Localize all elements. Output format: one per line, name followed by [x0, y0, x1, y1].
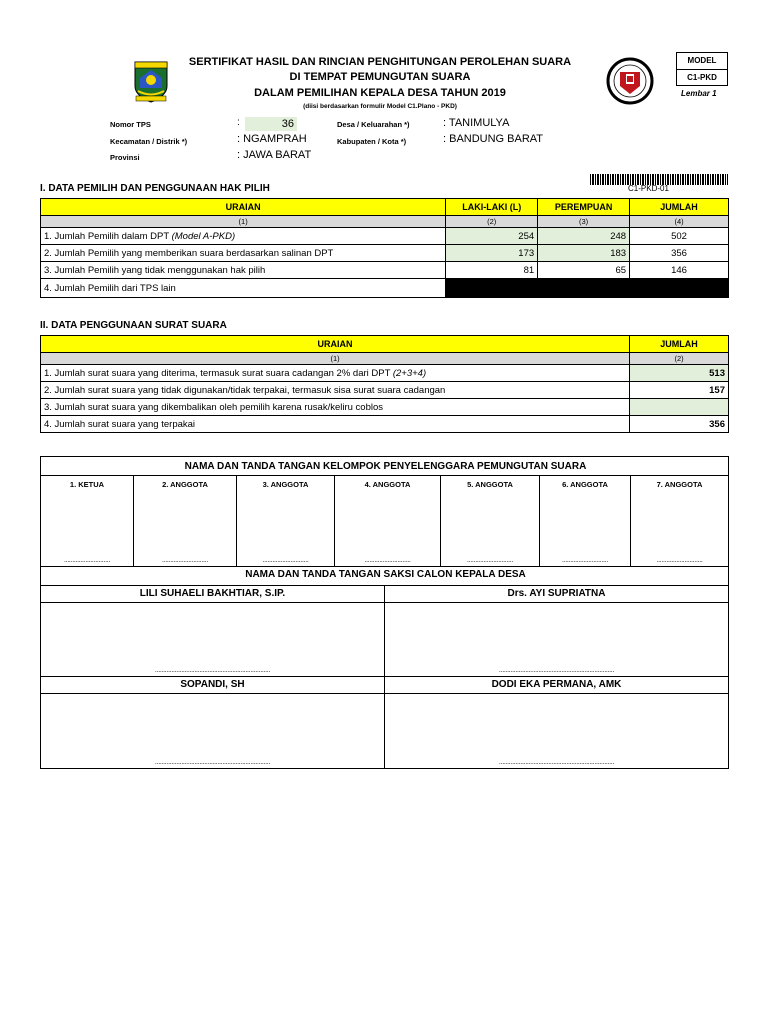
kpps-box-anggota-2: [133, 475, 237, 567]
s1-header-perempuan: PEREMPUAN: [538, 199, 630, 216]
table-row: [41, 245, 729, 262]
saksi-name-3: SOPANDI, SH: [40, 676, 385, 694]
s1-subheader: (3): [538, 216, 630, 228]
section2-title: II. DATA PENGGUNAAN SURAT SUARA: [40, 320, 227, 331]
s1-header-laki: LAKI-LAKI (L): [446, 199, 538, 216]
nomor-tps-label: Nomor TPS: [110, 120, 151, 129]
signature-line: ............................: [161, 557, 209, 564]
s1-row-laki: 254: [446, 228, 538, 245]
signature-line: ......................................................................: [498, 759, 615, 766]
table-row: [41, 416, 729, 433]
provinsi-label: Provinsi: [110, 153, 140, 162]
s1-row-jumlah: 146: [630, 262, 729, 279]
s2-subheader: (1): [41, 353, 630, 365]
s2-row-value: 157: [630, 382, 729, 399]
saksi-name-4: DODI EKA PERMANA, AMK: [384, 676, 729, 694]
regency-emblem-logo: [130, 56, 172, 104]
table-row: [41, 365, 729, 382]
nomor-tps-value: 36: [245, 117, 297, 131]
s1-row-blackout: [446, 279, 729, 298]
kecamatan-label: Kecamatan / Distrik *): [110, 137, 188, 146]
signature-line: ......................................................................: [154, 759, 271, 766]
saksi-signature-title: NAMA DAN TANDA TANGAN SAKSI CALON KEPALA DESA: [245, 569, 526, 580]
kpps-role-label: 3. ANGGOTA: [262, 480, 309, 489]
saksi-sign-box-4: [384, 693, 729, 769]
section1-title: I. DATA PEMILIH DAN PENGGUNAAN HAK PILIH: [40, 183, 270, 194]
saksi-name-2: Drs. AYI SUPRIATNA: [384, 585, 729, 603]
kpps-box-anggota-5: [440, 475, 540, 567]
s2-subheader: (2): [630, 353, 729, 365]
kpps-role-label: 6. ANGGOTA: [562, 480, 608, 489]
s1-row-jumlah: 356: [630, 245, 729, 262]
kpps-box-anggota-4: [334, 475, 441, 567]
kpps-box-anggota-6: [539, 475, 631, 567]
table-row: [41, 228, 729, 245]
s2-header-uraian: URAIAN: [41, 336, 630, 353]
kpps-role-label: 5. ANGGOTA: [467, 480, 513, 489]
s1-subheader: (1): [41, 216, 446, 228]
kpps-role-label: 1. KETUA: [69, 480, 105, 489]
barcode-label: C1-PKD-01: [628, 184, 669, 193]
section2-table: [40, 335, 729, 433]
signature-line: ............................: [364, 557, 411, 564]
signature-line: ............................: [262, 557, 309, 564]
nomor-tps-colon: :: [237, 117, 240, 128]
section1-table: [40, 198, 729, 298]
s1-row-label: 4. Jumlah Pemilih dari TPS lain: [41, 279, 446, 298]
s1-row-perempuan: 248: [538, 228, 630, 245]
kabupaten-label: Kabupaten / Kota *): [337, 137, 407, 146]
model-box: [676, 52, 728, 86]
header-title-line1: SERTIFIKAT HASIL DAN RINCIAN PENGHITUNGAN PEROLEHAN SUARA: [188, 56, 572, 68]
table-row: [41, 279, 729, 298]
table-row: [41, 382, 729, 399]
saksi-sign-box-1: [40, 602, 385, 677]
table-row: [41, 262, 729, 279]
signature-line: ............................: [63, 557, 111, 564]
s1-row-label: 3. Jumlah Pemilih yang tidak menggunakan hak pilih: [41, 262, 446, 279]
signature-line: ............................: [656, 557, 703, 564]
saksi-sign-box-3: [40, 693, 385, 769]
model-code: C1-PKD: [687, 73, 717, 82]
s1-row-perempuan: 65: [538, 262, 630, 279]
kpps-role-label: 4. ANGGOTA: [364, 480, 411, 489]
s1-row-label: 1. Jumlah Pemilih dalam DPT (Model A-PKD): [41, 228, 446, 245]
kpps-box-ketua: [40, 475, 134, 567]
kecamatan-value: : NGAMPRAH: [237, 133, 307, 145]
s2-header-jumlah: JUMLAH: [630, 336, 729, 353]
s1-row-laki: 173: [446, 245, 538, 262]
s1-row-laki: 81: [446, 262, 538, 279]
s1-header-uraian: URAIAN: [41, 199, 446, 216]
signature-line: ......................................................................: [498, 667, 615, 674]
kpps-box-anggota-7: [630, 475, 729, 567]
s1-header-jumlah: JUMLAH: [630, 199, 729, 216]
s2-row-label: 2. Jumlah surat suara yang tidak digunakan/tidak terpakai, termasuk sisa surat suara cadangan: [41, 382, 630, 399]
kabupaten-value: : BANDUNG BARAT: [443, 133, 544, 145]
s2-row-label: 3. Jumlah surat suara yang dikembalikan oleh pemilih karena rusak/keliru coblos: [41, 399, 630, 416]
s1-subheader: (2): [446, 216, 538, 228]
signature-line: ............................: [561, 557, 609, 564]
s2-row-label: 4. Jumlah surat suara yang terpakai: [41, 416, 630, 433]
kpps-role-label: 7. ANGGOTA: [656, 480, 703, 489]
saksi-name-1: LILI SUHAELI BAKHTIAR, S.IP.: [40, 585, 385, 603]
s1-row-label: 2. Jumlah Pemilih yang memberikan suara berdasarkan salinan DPT: [41, 245, 446, 262]
signature-line: ......................................................................: [154, 667, 271, 674]
signature-line: ............................: [466, 557, 514, 564]
header-title-line3: DALAM PEMILIHAN KEPALA DESA TAHUN 2019: [254, 87, 506, 99]
kpps-role-label: 2. ANGGOTA: [162, 480, 208, 489]
s2-row-value: 356: [630, 416, 729, 433]
s1-row-perempuan: 183: [538, 245, 630, 262]
s1-row-jumlah: 502: [630, 228, 729, 245]
sheet-number: Lembar 1: [681, 89, 717, 98]
model-label: MODEL: [677, 53, 727, 70]
desa-value: : TANIMULYA: [443, 117, 510, 129]
s1-subheader: (4): [630, 216, 729, 228]
kpps-box-anggota-3: [236, 475, 335, 567]
table-row: [41, 399, 729, 416]
s2-row-label: 1. Jumlah surat suara yang diterima, termasuk surat suara cadangan 2% dari DPT (2+3+4): [41, 365, 630, 382]
provinsi-value: : JAWA BARAT: [237, 149, 312, 161]
saksi-sign-box-2: [384, 602, 729, 677]
s2-row-value: 513: [630, 365, 729, 382]
election-committee-logo: [606, 56, 654, 106]
header-title-line2: DI TEMPAT PEMUNGUTAN SUARA: [289, 71, 471, 83]
desa-label: Desa / Keluarahan *): [337, 120, 410, 129]
s2-row-value: [630, 399, 729, 416]
kpps-signature-title: NAMA DAN TANDA TANGAN KELOMPOK PENYELENGGARA PEMUNGUTAN SUARA: [184, 461, 587, 472]
header-note: (diisi berdasarkan formulir Model C1.Plano - PKD): [303, 103, 457, 110]
